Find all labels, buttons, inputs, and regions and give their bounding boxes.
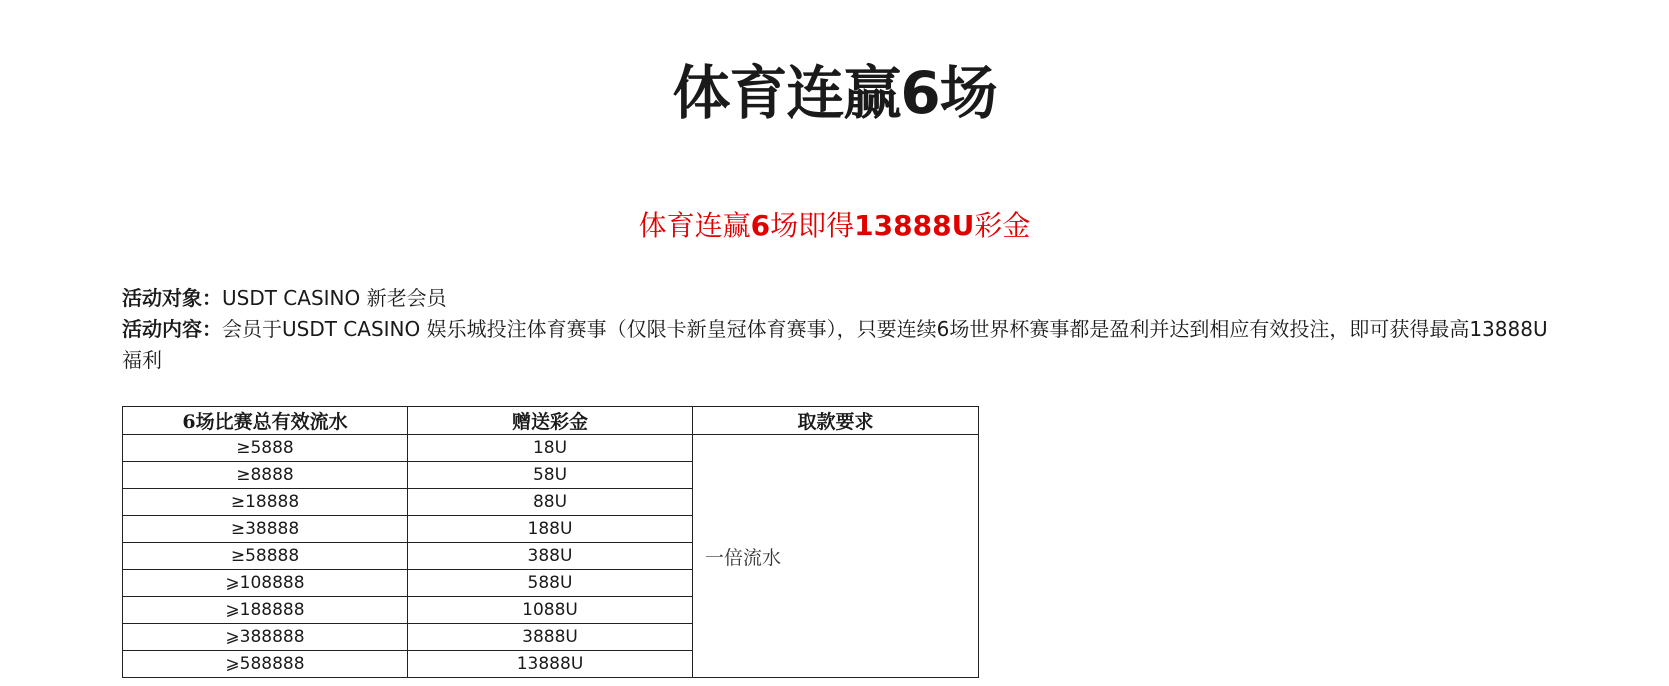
- bonus-table: [122, 406, 979, 678]
- promo-subtitle: [0, 206, 1669, 246]
- header-turnover: 6场比赛总有效流水: [123, 407, 408, 435]
- turnover-cell: ≥58888: [123, 543, 408, 570]
- subtitle-number-1: 6: [750, 209, 771, 242]
- bonus-cell: 58U: [408, 462, 693, 489]
- activity-content: [122, 314, 1562, 376]
- subtitle-text-3: 彩金: [974, 209, 1031, 242]
- subtitle-text-2: 场即得: [770, 209, 855, 242]
- subtitle-text-1: 体育连赢: [638, 209, 751, 242]
- activity-target: [122, 283, 1562, 314]
- withdraw-requirement-cell: 一倍流水: [693, 435, 979, 678]
- bonus-cell: 18U: [408, 435, 693, 462]
- table-row: [123, 435, 979, 462]
- bonus-cell: 1088U: [408, 597, 693, 624]
- turnover-cell: ≥38888: [123, 516, 408, 543]
- turnover-cell: ⩾388888: [123, 624, 408, 651]
- bonus-cell: 188U: [408, 516, 693, 543]
- activity-target-label: 活动对象：: [122, 286, 222, 310]
- header-bonus: 赠送彩金: [408, 407, 693, 435]
- page-title: 体育连赢6场: [672, 59, 997, 127]
- bonus-cell: 3888U: [408, 624, 693, 651]
- bonus-cell: 13888U: [408, 651, 693, 678]
- table-header-row: [123, 407, 979, 435]
- subtitle-number-2: 13888U: [854, 209, 975, 242]
- turnover-cell: ≥5888: [123, 435, 408, 462]
- turnover-cell: ⩾188888: [123, 597, 408, 624]
- activity-target-value: USDT CASINO 新老会员: [222, 286, 447, 310]
- turnover-cell: ⩾108888: [123, 570, 408, 597]
- activity-content-value: 会员于USDT CASINO 娱乐城投注体育赛事（仅限卡新皇冠体育赛事），只要连续6场世界杯赛事都是盈利并达到相应有效投注，即可获得最高13888U福利: [122, 317, 1548, 372]
- bonus-cell: 388U: [408, 543, 693, 570]
- bonus-cell: 588U: [408, 570, 693, 597]
- turnover-cell: ≥8888: [123, 462, 408, 489]
- turnover-cell: ⩾588888: [123, 651, 408, 678]
- header-withdraw-requirement: 取款要求: [693, 407, 979, 435]
- activity-content-label: 活动内容：: [122, 317, 222, 341]
- bonus-cell: 88U: [408, 489, 693, 516]
- turnover-cell: ≥18888: [123, 489, 408, 516]
